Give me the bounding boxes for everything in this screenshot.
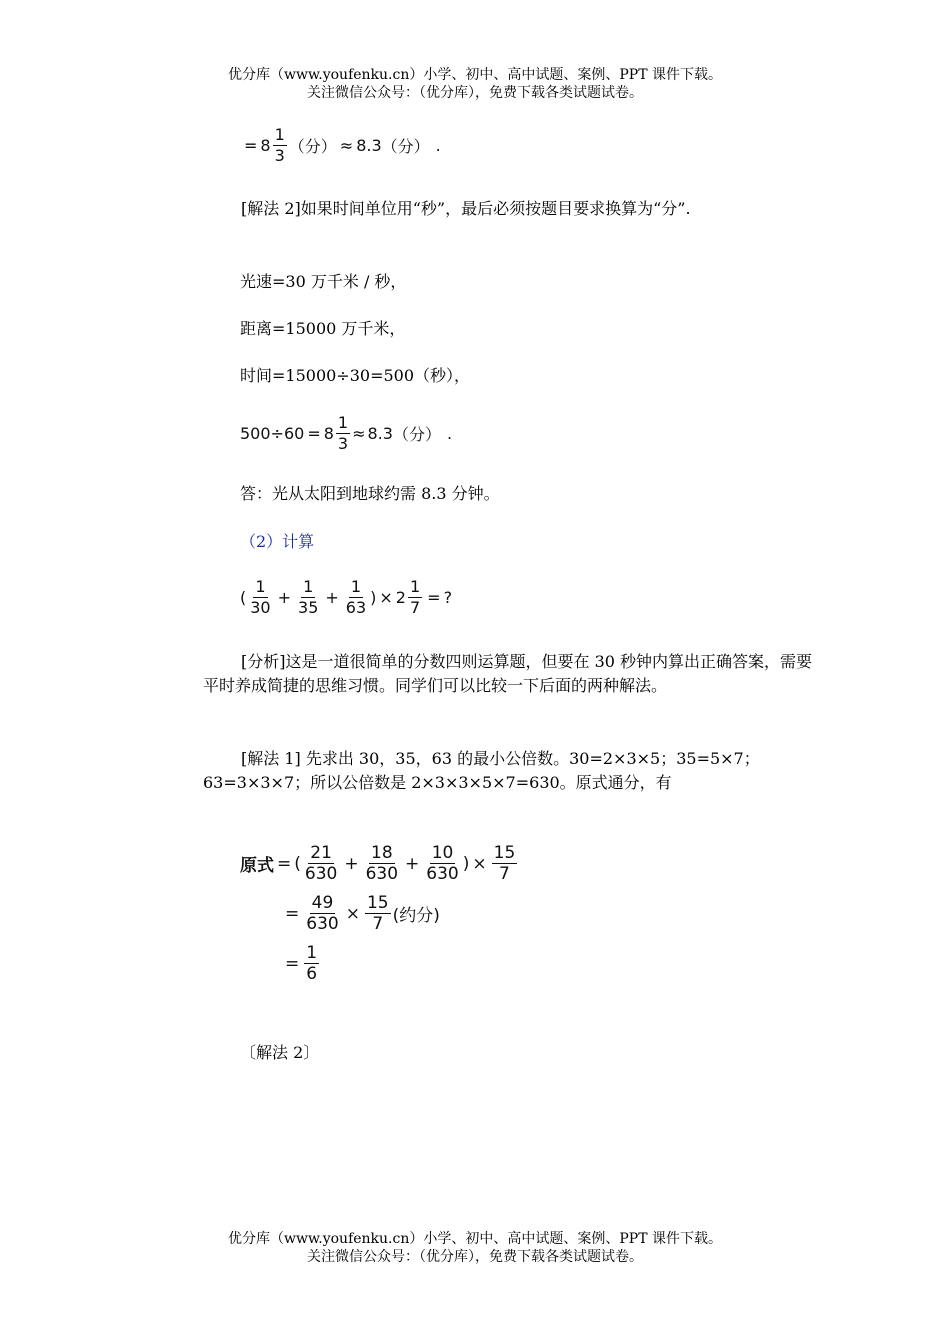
distance-line: 距离=15000 万千米， (240, 319, 406, 338)
light-speed-line: 光速=30 万千米 / 秒， (240, 272, 407, 291)
time-line: 时间=15000÷30=500（秒）， (240, 366, 471, 385)
solution-row-3: = $\frac{1}{6}$ (285, 943, 318, 984)
method2-label: 〔解法 2〕 (240, 1043, 320, 1062)
formula-conversion (240, 414, 452, 453)
fraction: $\frac{21}{630}$ (304, 843, 338, 884)
fraction: $\frac{1}{7}$ (409, 577, 421, 617)
eq-sign: = (244, 136, 258, 155)
problem-expression: ( $\frac{1}{30}$ + $\frac{1}{35}$ + $\frac{1}{63}$ ) × 2 $\frac{1}{7}$ = ? (240, 577, 453, 617)
page-footer (0, 1230, 950, 1266)
period: . (435, 136, 441, 155)
eq-sign: = (307, 424, 321, 443)
period: . (446, 424, 453, 443)
solution-row-1: 原式 = ( $\frac{21}{630}$ + $\frac{18}{630}$ + $\frac{10}{630}$ ) × $\frac{15}{7}$ (240, 843, 516, 884)
header-line-1: 优分库（www.youfenku.cn）小学、初中、高中试题、案例、PPT 课件下载。 (227, 67, 722, 83)
section-title: （2）计算 (240, 532, 315, 551)
unit: （分） (392, 425, 441, 444)
method1-paragraph: [解法 1] 先求出 30，35，63 的最小公倍数。30=2×3×5；35=5×7；63=3×3×7；所以公倍数是 2×3×3×5×7=630。原式通分，有 (203, 749, 760, 792)
fraction: $\frac{10}{630}$ (426, 843, 459, 884)
footer-line-1: 优分库（www.youfenku.cn）小学、初中、高中试题、案例、PPT 课件下载。 (227, 1231, 722, 1247)
fraction: $\frac{1}{6}$ (306, 943, 318, 984)
approx-sign: ≈ (339, 136, 354, 155)
formula-minutes (244, 126, 441, 165)
fraction: $\frac{1}{30}$ (250, 577, 271, 617)
unit: （分） (381, 137, 430, 156)
fraction: $\frac{1}{63}$ (345, 577, 367, 617)
footer-line-2: 关注微信公众号：（优分库），免费下载各类试题试卷。 (307, 1249, 643, 1265)
whole-part: 8 (323, 424, 334, 443)
fraction: $\frac{1}{35}$ (298, 577, 319, 617)
note: (约分) (392, 906, 440, 926)
fraction: $\frac{1}{3}$ (337, 413, 349, 453)
analysis-paragraph: [分析]这是一道很简单的分数四则运算题，但要在 30 秒钟内算出正确答案，需要平时养成简捷的思维习惯。同学们可以比较一下后面的两种解法。 (203, 652, 813, 695)
value: 8.3 (367, 424, 393, 443)
whole-part: 8 (260, 136, 271, 155)
fraction: $\frac{49}{630}$ (306, 893, 339, 934)
label: 原式 (240, 856, 274, 876)
value: 8.3 (356, 136, 382, 155)
method2-intro: [解法 2]如果时间单位用“秒”，最后必须按题目要求换算为“分”. (241, 199, 691, 218)
lhs: 500÷60 (240, 424, 305, 443)
fraction: $\frac{15}{7}$ (493, 843, 516, 884)
fraction: $\frac{15}{7}$ (366, 893, 389, 934)
unit: （分） (288, 137, 337, 156)
approx-sign: ≈ (352, 424, 366, 443)
fraction: $\frac{18}{630}$ (365, 843, 399, 884)
fraction: $\frac{1}{3}$ (274, 125, 285, 165)
answer-line: 答：光从太阳到地球约需 8.3 分钟。 (240, 484, 500, 503)
header-line-2: 关注微信公众号：（优分库），免费下载各类试题试卷。 (307, 85, 643, 101)
page-header (0, 66, 950, 102)
solution-row-2: = $\frac{49}{630}$ × $\frac{15}{7}$ (约分) (285, 893, 440, 934)
